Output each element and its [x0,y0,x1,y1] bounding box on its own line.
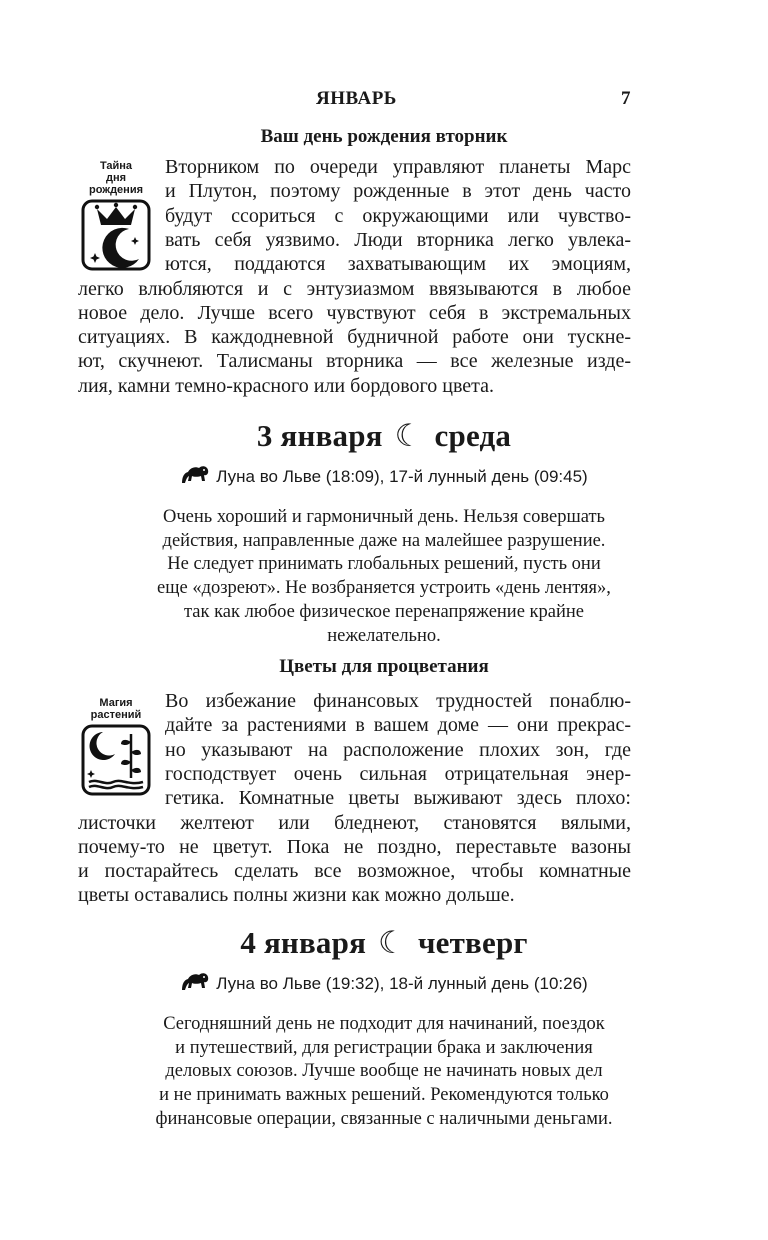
text-line: ют, скучнеют. Талисманы вторника — все железные изде- [78,350,631,373]
text-line: но указывают на расположение плохих зон, где [165,738,631,761]
text-line: почему-то не цветут. Пока не поздно, переставьте вазоны [78,835,631,858]
day-description [60,506,708,648]
flowers-paragraph-bottom [78,811,631,908]
plant-moon-icon [81,724,151,796]
text-line: дайте за растениями в вашем доме — они прекрас- [165,714,631,737]
text-line: цветы оставались полны жизни как можно дольше. [78,884,515,907]
text-line: гетика. Комнатные цветы выживают здесь плохо: [165,787,631,810]
text-line: господствует очень сильная отрицательная энер- [165,762,631,785]
icon-caption-line: Тайна [99,160,133,172]
icon-caption-line: рождения [88,184,144,196]
text-line: будут ссориться с окружающими или чувство- [165,204,631,227]
text-line: деловых союзов. Лучше вообще не начинать новых дел [165,1061,603,1082]
flowers-paragraph-top [165,689,631,810]
moon-phase-symbol: ☾ [394,418,423,453]
birthday-paragraph-top [165,155,631,276]
text-line: новое дело. Лучше всего чувствуют себя в экстремальных [78,301,631,324]
text-line: Вторником по очереди управляют планеты Марс [165,156,631,178]
page-header [0,88,768,112]
text-line: ситуациях. В каждодневной будничной работе они тускне- [78,326,631,349]
icon-caption-line: дня [105,172,127,184]
birthday-icon-block [77,160,155,271]
icon-caption-line: Магия [99,697,133,709]
moon-info-line [0,970,768,994]
text-line: лия, камни темно-красного или бордового цвета. [78,374,495,397]
crown-moon-icon [81,199,151,271]
leo-sign-icon [180,970,210,992]
flowers-section-title: Цветы для процветания [279,656,489,677]
text-line: легко влюбляются и с энтузиазмом ввязываются в любое [78,277,631,300]
page-number: 7 [621,88,631,109]
day-heading [0,925,768,961]
text-line: еще «дозреют». Не возбраняется устроить «день лентяя», [157,578,611,599]
text-line: ются, поддаются захватывающим их эмоциям, [165,253,631,276]
flowers-icon-block [77,697,155,796]
text-line: нежелательно. [327,625,441,646]
moon-info-text: Луна во Льве (19:32), 18-й лунный день (10:26) [216,974,588,993]
day-heading [0,418,768,454]
text-line: так как любое физическое перенапряжение крайне [183,601,585,622]
leo-sign-icon [180,463,210,485]
text-line: и постарайтесь сделать все возможное, чтобы комнатные [78,860,631,883]
moon-info-line [0,463,768,487]
birthday-section-title: Ваш день рождения вторник [260,126,508,147]
moon-info-text: Луна во Льве (18:09), 17-й лунный день (09:45) [216,467,588,486]
text-line: Не следует принимать глобальных решений, пусть они [167,554,601,575]
text-line: Во избежание финансовых трудностей понаблю- [165,690,631,712]
text-line: Очень хороший и гармоничный день. Нельзя совершать [163,507,605,527]
text-line: вать себя уязвимо. Люди вторника легко увлека- [165,228,631,251]
day-date: 3 января [256,418,383,453]
day-date: 4 января [240,925,367,960]
birthday-paragraph-bottom [78,277,631,398]
text-line: листочки желтеют или бледнеют, становятся вялыми, [78,811,631,834]
text-line: и путешествий, для регистрации брака и заключения [175,1037,593,1058]
text-line: финансовые операции, связанные с наличными деньгами. [155,1108,613,1129]
day-weekday: четверг [417,925,528,960]
text-line: действия, направленные даже на малейшее разрушение. [162,530,606,551]
text-line: и Плутон, поэтому рожденные в этот день часто [165,180,631,203]
day-weekday: среда [434,418,512,453]
running-title: ЯНВАРЬ [316,88,397,109]
text-line: Сегодняшний день не подходит для начинаний, поездок [163,1014,605,1034]
moon-phase-symbol: ☾ [378,925,407,960]
day-description [60,1013,708,1132]
icon-caption-line: растений [90,709,142,721]
text-line: и не принимать важных решений. Рекомендуются только [159,1085,609,1106]
